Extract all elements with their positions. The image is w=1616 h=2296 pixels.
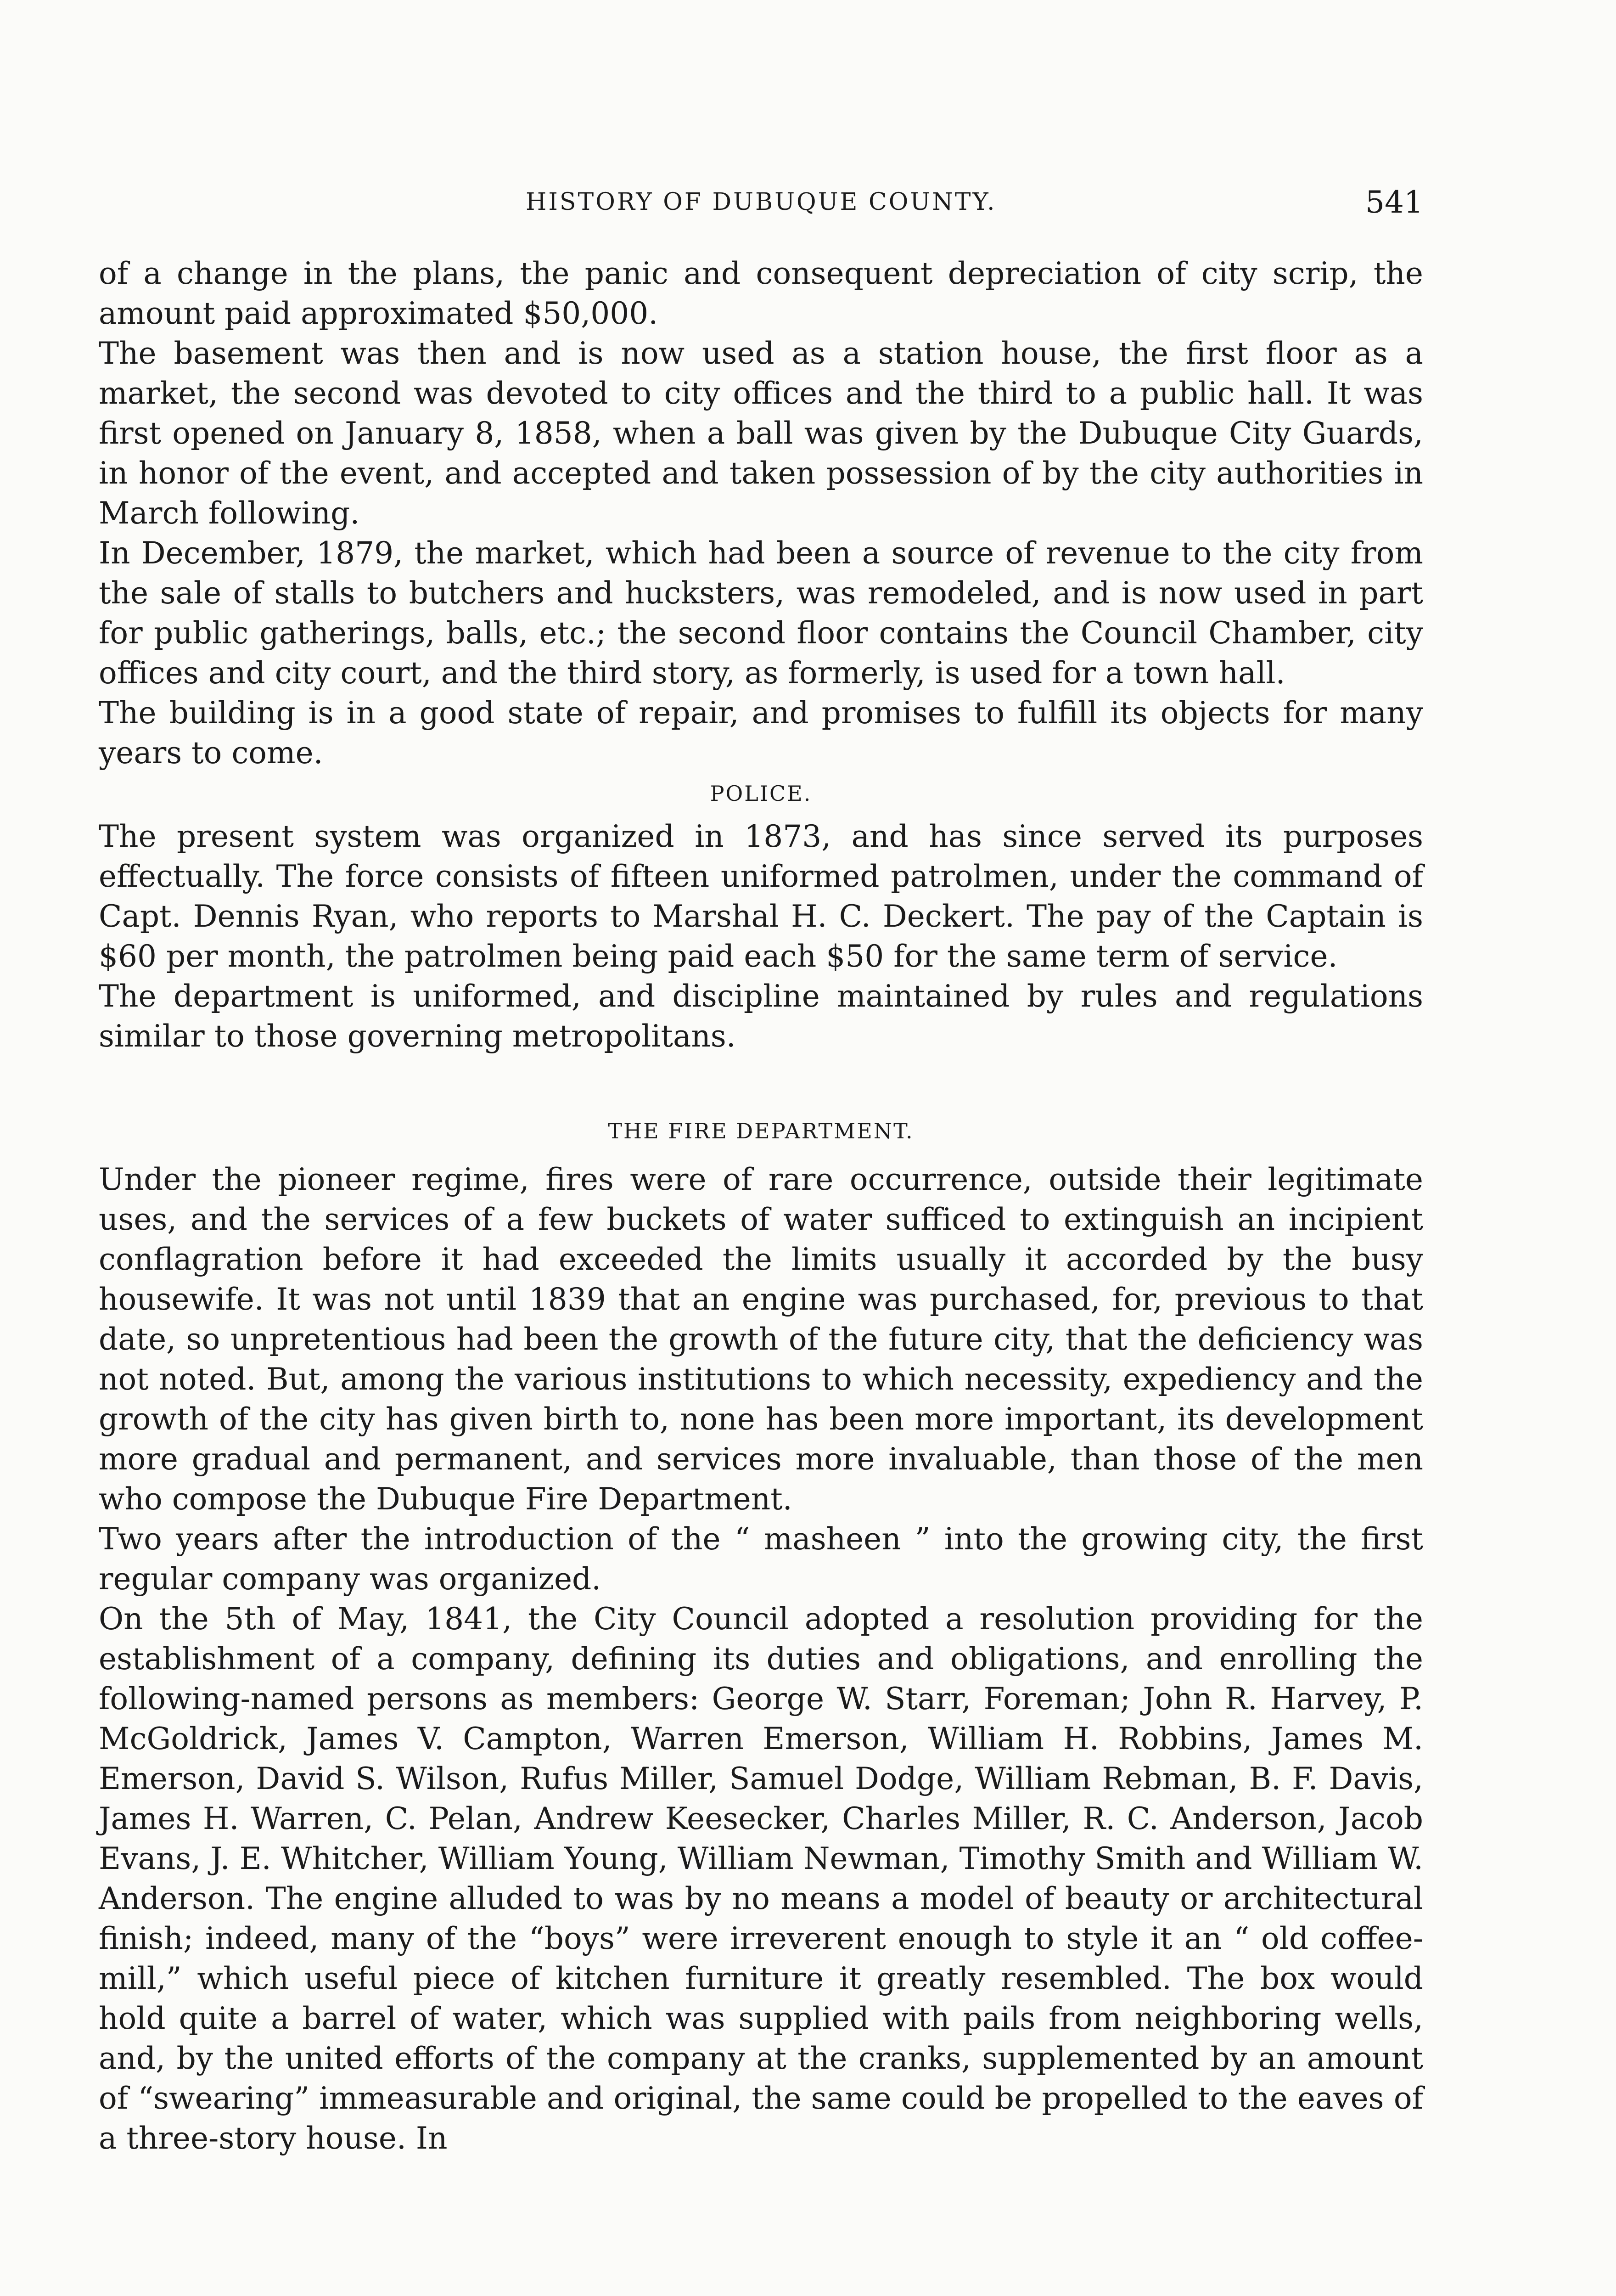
paragraph: Under the pioneer regime, fires were of rare occurrence, outside their legitimate uses, and the services of a few buckets of water sufficed to extinguish an incipient conflagration before it had exceeded the limits usually it accorded by the busy housewife. It was not until 1839 that an engine was purchased, for, previous to that date, so unpretentious had been the growth of the future city, that the deficiency was not noted. But, among the various institutions to which necessity, expediency and the growth of the city has given birth to, none has been more important, its development more gradual and permanent, and services more invaluable, than those of the men who compose the Dubuque Fire Department. xyxy=(99,1162,1423,1517)
paragraph: Two years after the introduction of the “ masheen ” into the growing city, the first regular company was organized. xyxy=(99,1521,1423,1597)
page-number: 541 xyxy=(1365,185,1423,220)
body-text xyxy=(99,253,1423,2158)
paragraph: The department is uniformed, and discipline maintained by rules and regulations similar to those governing metropolitans. xyxy=(99,979,1423,1054)
paragraph: In December, 1879, the market, which had been a source of revenue to the city from the sale of stalls to butchers and hucksters, was remodeled, and is now used in part for public gatherings, balls, etc.; the second floor contains the Council Chamber, city offices and city court, and the third story, as formerly, is used for a town hall. xyxy=(99,535,1423,691)
section-heading-fire-department: THE FIRE DEPARTMENT. xyxy=(608,1119,914,1143)
running-title: HISTORY OF DUBUQUE COUNTY. xyxy=(526,188,997,216)
section-heading-police: POLICE. xyxy=(710,781,812,806)
paragraph: The building is in a good state of repair, and promises to fulfill its objects for many years to come. xyxy=(99,695,1423,771)
paragraph: of a change in the plans, the panic and consequent depreciation of city scrip, the amount paid approximated $50,000. xyxy=(99,256,1423,331)
paragraph: The present system was organized in 1873, and has since served its purposes effectually. The force consists of fifteen uniformed patrolmen, under the command of Capt. Dennis Ryan, who reports to Marshal H. C. Deckert. The pay of the Captain is $60 per month, the patrolmen being paid each $50 for the same term of service. xyxy=(99,819,1423,974)
paragraph: The basement was then and is now used as a station house, the first floor as a market, the second was devoted to city offices and the third to a public hall. It was first opened on January 8, 1858, when a ball was given by the Dubuque City Guards, in honor of the event, and accepted and taken possession of by the city authorities in March following. xyxy=(99,336,1423,531)
running-head xyxy=(99,185,1423,220)
paragraph: On the 5th of May, 1841, the City Council adopted a resolution providing for the establishment of a company, defining its duties and obligations, and enrolling the following-named persons as members: George W. Starr, Foreman; John R. Harvey, P. McGoldrick, James V. Campton, Warren Emerson, William H. Robbins, James M. Emerson, David S. Wilson, Rufus Miller, Samuel Dodge, William Rebman, B. F. Davis, James H. Warren, C. Pelan, Andrew Keesecker, Charles Miller, R. C. Anderson, Jacob Evans, J. E. Whitcher, William Young, William Newman, Timothy Smith and William W. Anderson. The engine alluded to was by no means a model of beauty or architectural finish; indeed, many of the “boys” were irreverent enough to style it an “ old coffee-mill,” which useful piece of kitchen furniture it greatly resembled. The box would hold quite a barrel of water, which was supplied with pails from neighboring wells, and, by the united efforts of the company at the cranks, supplemented by an amount of “swearing” immeasurable and original, the same could be propelled to the eaves of a three-story house. In xyxy=(99,1601,1423,2156)
